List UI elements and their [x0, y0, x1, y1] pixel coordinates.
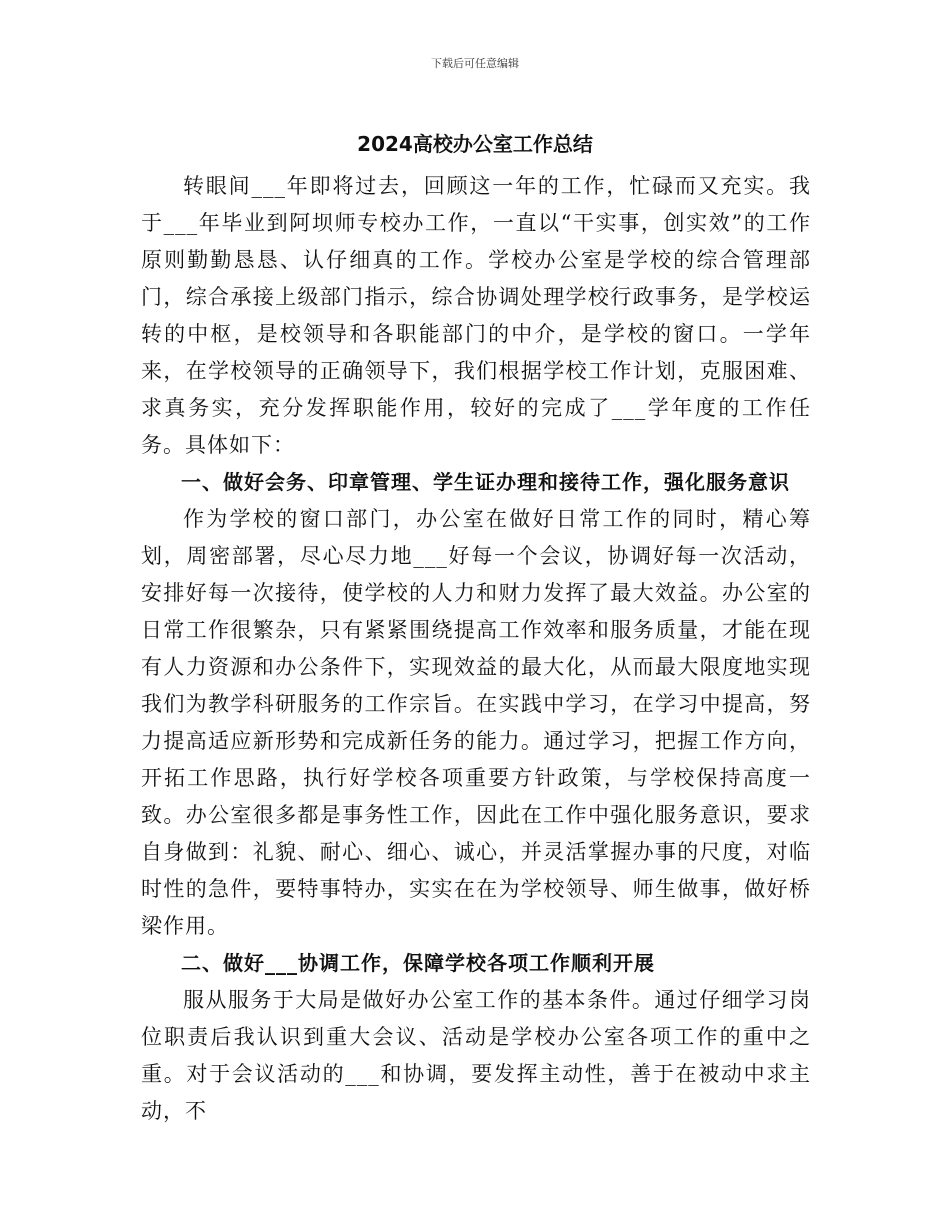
download-note: 下载后可任意编辑	[431, 57, 519, 70]
section-1-paragraph: 作为学校的窗口部门，办公室在做好日常工作的同时，精心筹划，周密部署，尽心尽力地___好每一个会议，协调好每一次活动，安排好每一次接待，使学校的人力和财力发挥了最大效益。办公室的日常工作很繁杂，只有紧紧围绕提高工作效率和服务质量，才能在现有人力资源和办公条件下，实现效益的最大化，从而最大限度地实现我们为教学科研服务的工作宗旨。在实践中学习，在学习中提高，努力提高适应新形势和完成新任务的能力。通过学习，把握工作方向，开拓工作思路，执行好学校各项重要方针政策，与学校保持高度一致。办公室很多都是事务性工作，因此在工作中强化服务意识，要求自身做到：礼貌、耐心、细心、诚心，并灵活掌握办事的尺度，对临时性的急件，要特事特办，实实在在为学校领导、师生做事，做好桥梁作用。	[141, 507, 811, 938]
section-2-paragraph: 服从服务于大局是做好办公室工作的基本条件。通过仔细学习岗位职责后我认识到重大会议、活动是学校办公室各项工作的重中之重。对于会议活动的___和协调，要发挥主动性，善于在被动中求主动，不	[141, 988, 811, 1123]
section-2-heading: 二、做好___协调工作，保障学校各项工作顺利开展	[181, 951, 655, 975]
document-body	[141, 168, 811, 1130]
intro-paragraph: 转眼间___年即将过去，回顾这一年的工作，忙碌而又充实。我于___年毕业到阿坝师专校办工作，一直以“干实事，创实效”的工作原则勤勤恳恳、认仔细真的工作。学校办公室是学校的综合管理部门，综合承接上级部门指示，综合协调处理学校行政事务，是学校运转的中枢，是校领导和各职能部门的中介，是学校的窗口。一学年来，在学校领导的正确领导下，我们根据学校工作计划，克服困难、求真务实，充分发挥职能作用，较好的完成了___学年度的工作任务。具体如下：	[141, 174, 811, 457]
document-title: 2024高校办公室工作总结	[357, 132, 593, 156]
section-1-heading: 一、做好会务、印章管理、学生证办理和接待工作，强化服务意识	[181, 470, 790, 494]
